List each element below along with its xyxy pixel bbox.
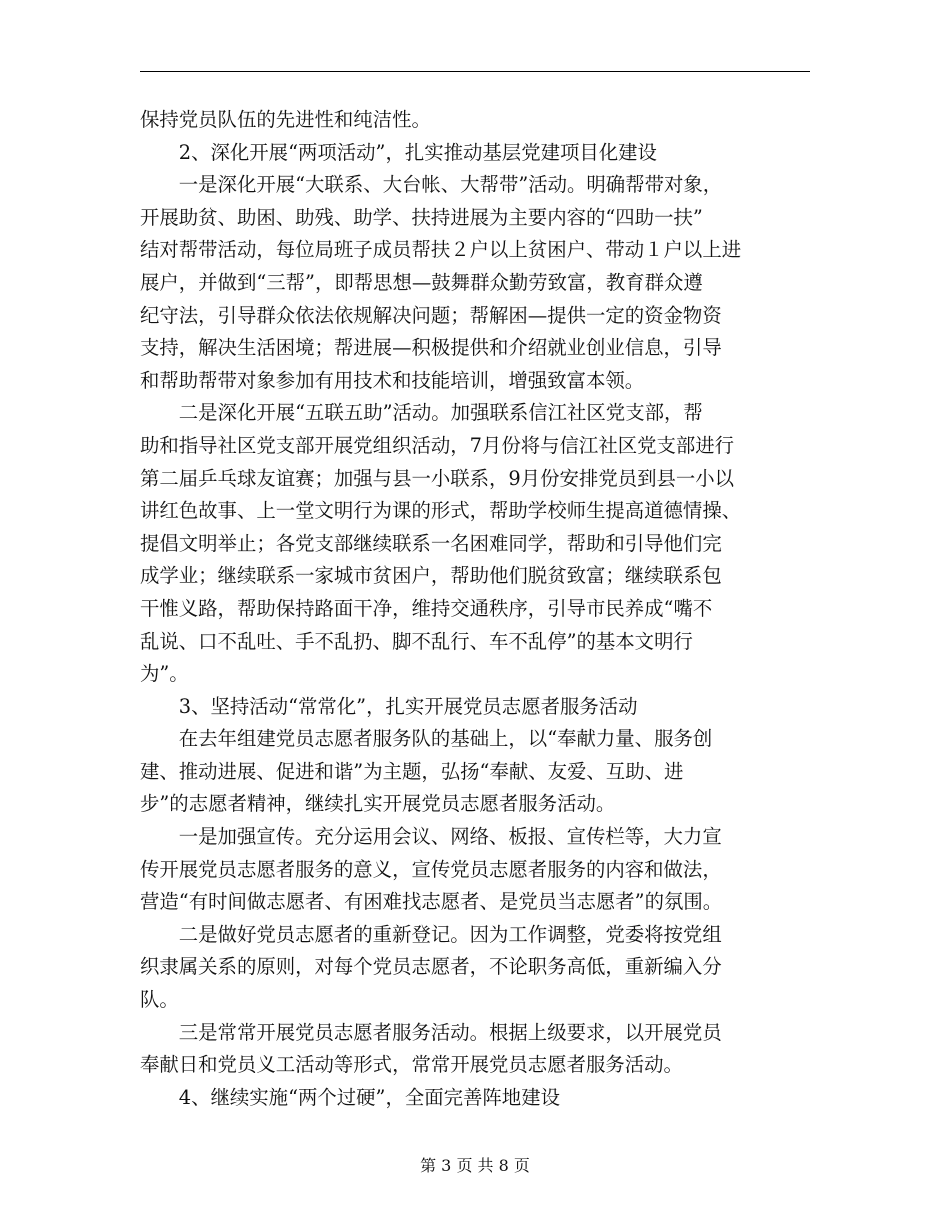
text-line: 讲红色故事、上一堂文明行为课的形式，帮助学校师生提高道德情操、	[140, 499, 742, 523]
text-line: 纪守法，引导群众依法依规解决问题；帮解困—提供一定的资金物资	[140, 303, 722, 327]
text-line: 干惟义路，帮助保持路面干净，维持交通秩序，引导市民养成“嘴不	[140, 596, 713, 620]
document-body	[140, 104, 810, 1114]
page-number-footer: 第 3 页 共 8 页	[420, 1156, 530, 1175]
text-line: 队。	[140, 988, 179, 1012]
text-line: 保持党员队伍的先进性和纯洁性。	[140, 108, 431, 131]
text-line: 开展助贫、助困、助残、助学、扶持进展为主要内容的“四助一扶”	[140, 205, 703, 229]
text-line: 建、推动进展、促进和谐”为主题，弘扬“奉献、友爱、互助、进	[140, 759, 684, 783]
text-line: 结对帮带活动，每位局班子成员帮扶２户以上贫困户、带动１户以上进	[140, 238, 742, 262]
text-line: 在去年组建党员志愿者服务队的基础上，以“奉献力量、服务创	[140, 727, 713, 751]
text-line: 二是做好党员志愿者的重新登记。因为工作调整，党委将按党组	[140, 922, 722, 946]
text-line: 营造“有时间做志愿者、有困难找志愿者、是党员当志愿者”的氛围。	[140, 890, 723, 914]
text-line: 步”的志愿者精神，继续扎实开展党员志愿者服务活动。	[140, 792, 616, 816]
text-line: 成学业；继续联系一家城市贫困户，帮助他们脱贫致富；继续联系包	[140, 564, 722, 588]
text-line: 和帮助帮带对象参加有用技术和技能培训，增强致富本领。	[140, 368, 645, 392]
text-line: 4、继续实施“两个过硬”，全面完善阵地建设	[140, 1085, 560, 1109]
text-line: 助和指导社区党支部开展党组织活动，7月份将与信江社区党支部进行	[140, 433, 735, 457]
text-line: 二是深化开展“五联五助”活动。加强联系信江社区党支部，帮	[140, 401, 703, 425]
text-line: 支持，解决生活困境；帮进展—积极提供和介绍就业创业信息，引导	[140, 336, 722, 360]
text-line: 第二届乒乓球友谊赛；加强与县一小联系，9月份安排党员到县一小以	[140, 466, 735, 490]
text-line: 一是加强宣传。充分运用会议、网络、板报、宣传栏等，大力宣	[140, 825, 722, 849]
text-line: 展户，并做到“三帮”，即帮思想—鼓舞群众勤劳致富，教育群众遵	[140, 270, 703, 294]
text-line: 3、坚持活动“常常化”，扎实开展党员志愿者服务活动	[140, 694, 638, 718]
text-line: 乱说、口不乱吐、手不乱扔、脚不乱行、车不乱停”的基本文明行	[140, 629, 693, 653]
text-line: 为”。	[140, 662, 189, 686]
text-line: 提倡文明举止；各党支部继续联系一名困难同学，帮助和引导他们完	[140, 531, 722, 555]
text-line: 2、深化开展“两项活动”，扎实推动基层党建项目化建设	[140, 140, 657, 164]
text-line: 一是深化开展“大联系、大台帐、大帮带”活动。明确帮带对象，	[140, 173, 723, 197]
text-line: 奉献日和党员义工活动等形式，常常开展党员志愿者服务活动。	[140, 1053, 683, 1077]
text-line: 三是常常开展党员志愿者服务活动。根据上级要求，以开展党员	[140, 1020, 722, 1044]
header-rule	[140, 71, 810, 72]
text-line: 织隶属关系的原则，对每个党员志愿者，不论职务高低，重新编入分	[140, 955, 722, 979]
text-line: 传开展党员志愿者服务的意义，宣传党员志愿者服务的内容和做法，	[140, 857, 722, 881]
